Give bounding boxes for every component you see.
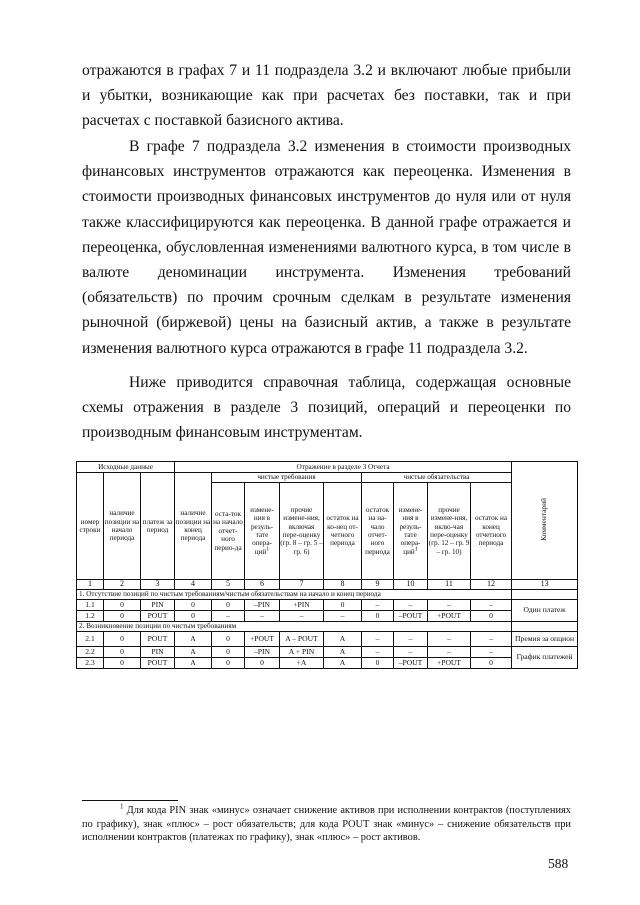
footnote-ref: 1 — [414, 546, 418, 553]
table-cell: 0 — [471, 611, 512, 622]
paragraph-revaluation: В графе 7 подраздела 3.2 изменения в стоимости производных финансовых инструментов отражаются как переоценка. Изменения в стоимости производных финансовых инструментов до нуля или от нуля также классифицируются как переоценка. В данной графе отражается и переоценка, обусловленная изменениями валютного курса, в том числе в валюте деноминации инструмента. Изменения требований (обязательств) по прочим срочным сделкам в результате изменения рыночной (биржевой) цены на базисный актив, а также в результате изменения валютного курса отражаются в графе 11 подраздела 3.2. — [82, 138, 571, 357]
section-1-comment-blank — [512, 590, 578, 600]
col-number: 3 — [141, 580, 175, 590]
col-number: 1 — [77, 580, 104, 590]
table-cell: – — [471, 632, 512, 647]
col-number: 5 — [212, 580, 245, 590]
table-cell: 0 — [471, 658, 512, 669]
table-cell: 0 — [212, 658, 245, 669]
table-cell: 0 — [324, 600, 362, 611]
col-number: 11 — [428, 580, 471, 590]
table-cell: +POUT — [428, 611, 471, 622]
table-cell: POUT — [141, 632, 175, 647]
table-cell: 2.3 — [77, 658, 104, 669]
table-row — [77, 632, 578, 647]
table-cell: – — [428, 600, 471, 611]
header-comment-label: Комментарий — [539, 497, 549, 541]
table-row — [77, 611, 578, 622]
table-cell: 1.1 — [77, 600, 104, 611]
header-col7: прочие измене-ния, включая пере-оценку (гр. 8 – гр. 5 – гр. 6) — [280, 483, 324, 580]
col-number: 4 — [175, 580, 212, 590]
header-reflection: Отражение в разделе 3 Отчета — [175, 462, 512, 473]
header-col9: остаток на на-чало отчет-ного периода — [362, 483, 394, 580]
table-cell: +A — [280, 658, 324, 669]
table-cell: +POUT — [428, 658, 471, 669]
table-row — [77, 600, 578, 611]
table-cell: – — [245, 611, 280, 622]
table-cell: 0 — [104, 611, 141, 622]
table-cell: 0 — [175, 611, 212, 622]
table-cell: – — [324, 611, 362, 622]
header-col8: остаток на ко-нец от-четного периода — [324, 483, 362, 580]
header-row-number: номер строки — [77, 473, 104, 580]
footnote — [82, 804, 571, 845]
table-cell: 0 — [362, 658, 394, 669]
table-cell: POUT — [141, 658, 175, 669]
col-number: 6 — [245, 580, 280, 590]
col-number: 10 — [394, 580, 428, 590]
column-numbers-row — [77, 580, 578, 590]
table-cell: – — [394, 600, 428, 611]
table-cell: 0 — [362, 611, 394, 622]
col-number: 7 — [280, 580, 324, 590]
table-cell: A – POUT — [280, 632, 324, 647]
table-cell: 0 — [104, 600, 141, 611]
table-cell: 0 — [245, 658, 280, 669]
table-cell: +PIN — [280, 600, 324, 611]
col-number: 13 — [512, 580, 578, 590]
section-heading-2: 2. Возникновение позиции по чистым требованиям — [77, 622, 512, 632]
table-cell: –POUT — [394, 611, 428, 622]
table-cell: A — [324, 632, 362, 647]
table-cell: +POUT — [245, 632, 280, 647]
table-cell: A + PIN — [280, 647, 324, 658]
header-col10-label: измене-ния в резуль-тате опера-ций — [398, 505, 423, 556]
table-row — [77, 647, 578, 658]
table-cell: A — [175, 658, 212, 669]
footnote-separator — [82, 800, 178, 801]
header-start-position: наличие позиции на начало периода — [104, 473, 141, 580]
table-cell: – — [428, 632, 471, 647]
table-cell: – — [394, 647, 428, 658]
table-cell: – — [212, 611, 245, 622]
header-col11: прочие измене-ния, вклю-чая пере-оценку (гр. 12 – гр. 9 – гр. 10) — [428, 483, 471, 580]
table-row — [77, 658, 578, 669]
header-end-position: наличие позиции на конец периода — [175, 473, 212, 580]
page-number: 588 — [548, 856, 569, 871]
col-number: 9 — [362, 580, 394, 590]
table-cell: 0 — [104, 658, 141, 669]
table-cell: 0 — [212, 632, 245, 647]
header-col6-label: измене-ния в резуль-тате опера-ций — [250, 505, 274, 556]
table-cell: 2.2 — [77, 647, 104, 658]
header-net-claims: чистые требования — [212, 473, 362, 483]
table-cell: 0 — [104, 632, 141, 647]
table-cell: POUT — [141, 611, 175, 622]
header-comment — [512, 462, 578, 580]
header-col5: оста-ток на начало отчет-ного перио-да — [212, 483, 245, 580]
paragraph-table-intro: Ниже приводится справочная таблица, содержащая основные схемы отражения в разделе 3 позиций, операций и переоценки по производным финансовым инструментам. — [82, 374, 571, 442]
header-source-data: Исходные данные — [77, 462, 175, 473]
reference-table — [76, 461, 577, 669]
table-cell: –PIN — [245, 600, 280, 611]
table-cell: –PIN — [245, 647, 280, 658]
col-number: 8 — [324, 580, 362, 590]
section-heading-1: 1. Отсутствие позиций по чистым требованиям/чистым обязательствам на начало и конец периода — [77, 590, 512, 600]
table-cell: 1.2 — [77, 611, 104, 622]
comment-cell: График платежей — [512, 647, 578, 669]
footnote-ref: 1 — [266, 546, 270, 553]
table-cell: 0 — [212, 600, 245, 611]
footnote-mark: 1 — [120, 802, 124, 811]
table-cell: A — [175, 632, 212, 647]
table-cell: A — [324, 658, 362, 669]
table-cell: 0 — [175, 600, 212, 611]
col-number: 2 — [104, 580, 141, 590]
col-number: 12 — [471, 580, 512, 590]
table-cell: – — [394, 632, 428, 647]
table-cell: – — [362, 600, 394, 611]
comment-cell: Один платеж — [512, 600, 578, 622]
table-cell: – — [362, 647, 394, 658]
table-cell: – — [280, 611, 324, 622]
table-cell: –POUT — [394, 658, 428, 669]
paragraph-continuation: отражаются в графах 7 и 11 подраздела 3.2 и включают любые прибыли и убытки, возникающие как при расчетах без поставки, так и при расчетах с поставкой базисного актива. — [82, 62, 571, 130]
table-cell: 0 — [104, 647, 141, 658]
header-net-liabilities: чистые обязательства — [362, 473, 512, 483]
header-payment: платеж за период — [141, 473, 175, 580]
header-col12: остаток на конец отчетного периода — [471, 483, 512, 580]
table-cell: – — [471, 600, 512, 611]
comment-cell: Премия за опцион — [512, 632, 578, 647]
header-col6 — [245, 483, 280, 580]
table-cell: PIN — [141, 600, 175, 611]
table-cell: 0 — [212, 647, 245, 658]
table-cell: – — [428, 647, 471, 658]
header-col10 — [394, 483, 428, 580]
footnote-text: Для кода PIN знак «минус» означает снижение активов при исполнении контрактов (поступлениях по графику), знак «плюс» – рост обязательств; для кода POUT знак «минус» – снижение обязательств при исполнении контрактов (платежах по графику), знак «плюс» – рост активов. — [82, 805, 571, 844]
table-cell: A — [324, 647, 362, 658]
table-cell: – — [362, 632, 394, 647]
table-cell: A — [175, 647, 212, 658]
table-cell: 2.1 — [77, 632, 104, 647]
section-2-comment-blank — [512, 622, 578, 632]
table-cell: – — [471, 647, 512, 658]
table-cell: PIN — [141, 647, 175, 658]
